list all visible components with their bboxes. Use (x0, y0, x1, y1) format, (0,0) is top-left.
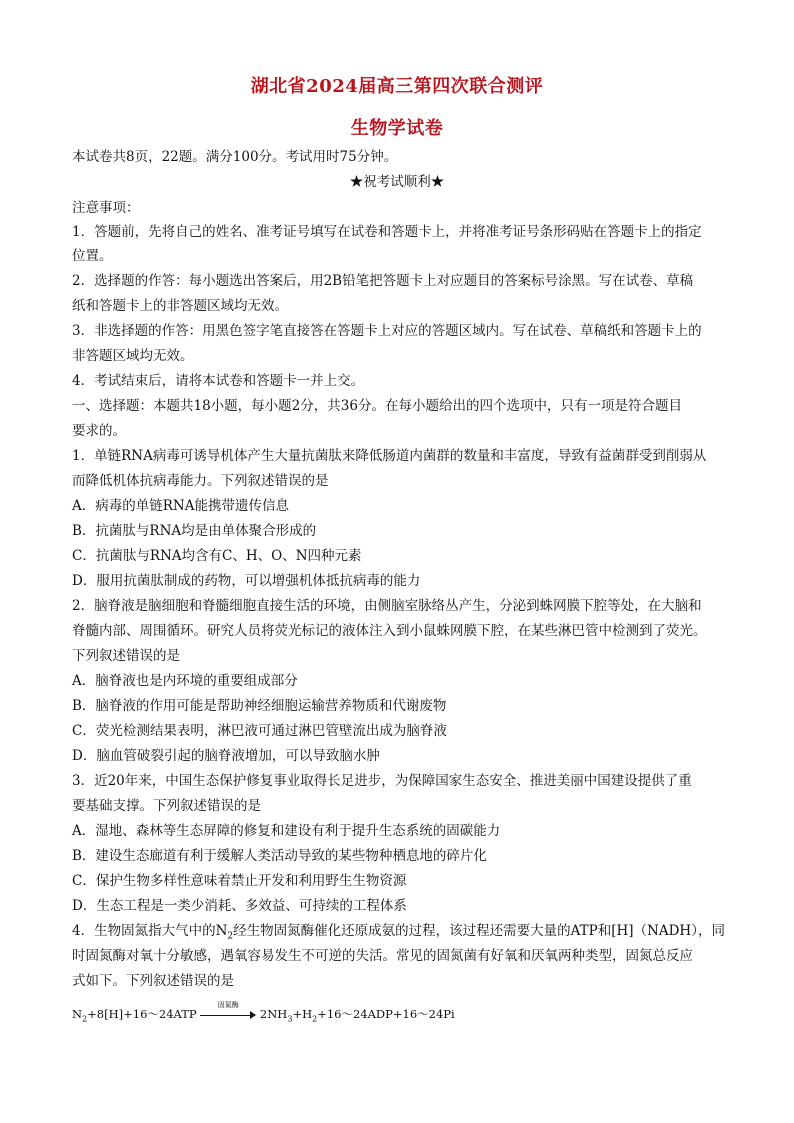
question-2-option-b: B．脑脊液的作用可能是帮助神经细胞运输营养物质和代谢废物 (72, 698, 447, 714)
good-luck-line: ★祝考试顺利★ (349, 174, 445, 190)
question-3-option-d: D．生态工程是一类少消耗、多效益、可持续的工程体系 (72, 898, 407, 914)
question-1-stem: 而降低机体抗病毒能力。下列叙述错误的是 (72, 473, 329, 489)
notice-line: 纸和答题卡上的非答题区域均无效。 (72, 298, 288, 314)
question-1-option-b: B．抗菌肽与RNA均是由单体聚合形成的 (72, 523, 317, 539)
reaction-arrow-icon (200, 1001, 256, 1021)
q4-text: 4．生物固氮指大气中的N (72, 923, 228, 939)
question-2-option-a: A．脑脊液也是内环境的重要组成部分 (72, 673, 298, 689)
question-1-stem: 1．单链RNA病毒可诱导机体产生大量抗菌肽来降低肠道内菌群的数量和丰富度，导致有益菌群受到削弱从 (72, 448, 707, 464)
exam-subtitle: 生物学试卷 (350, 118, 444, 139)
notice-line: 非答题区域均无效。 (72, 348, 194, 364)
question-4-stem (72, 922, 732, 946)
exam-info: 本试卷共8页，22题。满分100分。考试用时75分钟。 (72, 149, 398, 165)
notice-heading: 注意事项： (72, 200, 140, 216)
formula-subscript: 2 (82, 1014, 88, 1024)
question-2-stem: 脊髓内部、周围循环。研究人员将荧光标记的液体注入到小鼠蛛网膜下腔，在某些淋巴管中检测到了荧光。 (72, 623, 707, 639)
question-4-stem: 式如下。下列叙述错误的是 (72, 973, 234, 989)
q4-text: 经生物固氮酶催化还原成氨的过程，该过程还需要大量的ATP和[H]（NADH），同 (233, 923, 725, 939)
question-3-stem: 3．近20年来，中国生态保护修复事业取得长足进步，为保障国家生态安全、推进美丽中国建设提供了重 (72, 773, 692, 789)
exam-title: 湖北省2024届高三第四次联合测评 (250, 76, 544, 97)
question-3-option-c: C．保护生物多样性意味着禁止开发和利用野生生物资源 (72, 873, 407, 889)
question-4-stem: 时固氮酶对氧十分敏感，遇氧容易发生不可逆的失活。常见的固氮菌有好氧和厌氧两种类型，固氮总反应 (72, 948, 693, 964)
question-2-option-c: C．荧光检测结果表明，淋巴液可通过淋巴管壁流出成为脑脊液 (72, 723, 447, 739)
nitrogen-fixation-equation (72, 1001, 455, 1024)
notice-line: 3．非选择题的作答：用黑色签字笔直接答在答题卡上对应的答题区域内。写在试卷、草稿纸和答题卡上的 (72, 323, 702, 339)
question-2-stem: 2．脑脊液是脑细胞和脊髓细胞直接生活的环境，由侧脑室脉络丛产生，分泌到蛛网膜下腔等处，在大脑和 (72, 598, 702, 614)
q4-subscript: 2 (227, 931, 234, 942)
question-3-stem: 要基础支撑。下列叙述错误的是 (72, 798, 261, 814)
formula-text: +16～24ADP+16～24Pi (317, 1007, 455, 1021)
question-2-stem: 下列叙述错误的是 (72, 648, 180, 664)
section-heading: 要求的。 (72, 423, 126, 439)
question-1-option-c: C．抗菌肽与RNA均含有C、H、O、N四种元素 (72, 548, 362, 564)
notice-line: 1．答题前，先将自己的姓名、准考证号填写在试卷和答题卡上，并将准考证号条形码贴在答题卡上的指定 (72, 224, 702, 240)
section-heading: 一、选择题：本题共18小题，每小题2分，共36分。在每小题给出的四个选项中，只有一项是符合题目 (72, 398, 682, 414)
formula-subscript: 2 (312, 1014, 318, 1024)
arrow-line (200, 1015, 252, 1016)
arrow-head (250, 1011, 256, 1019)
question-3-option-a: A．湿地、森林等生态屏障的修复和建设有利于提升生态系统的固碳能力 (72, 823, 501, 839)
question-3-option-b: B．建设生态廊道有利于缓解人类活动导致的某些物种栖息地的碎片化 (72, 848, 487, 864)
question-2-option-d: D．脑血管破裂引起的脑脊液增加，可以导致脑水肿 (72, 748, 380, 764)
notice-line: 2．选择题的作答：每小题选出答案后，用2B铅笔把答题卡上对应题目的答案标号涂黑。写在试卷、草稿 (72, 273, 694, 289)
formula-text: N (72, 1007, 83, 1021)
question-1-option-d: D．服用抗菌肽制成的药物，可以增强机体抵抗病毒的能力 (72, 573, 421, 589)
formula-text: +8[H]+16～24ATP (87, 1007, 197, 1021)
arrow-label: 固氮酶 (217, 1001, 239, 1009)
formula-text: 2NH (259, 1007, 288, 1021)
question-1-option-a: A．病毒的单链RNA能携带遗传信息 (72, 498, 289, 514)
formula-subscript: 3 (287, 1014, 293, 1024)
notice-line: 4．考试结束后，请将本试卷和答题卡一并上交。 (72, 373, 365, 389)
formula-text: +H (292, 1007, 313, 1021)
notice-line: 位置。 (72, 248, 113, 264)
